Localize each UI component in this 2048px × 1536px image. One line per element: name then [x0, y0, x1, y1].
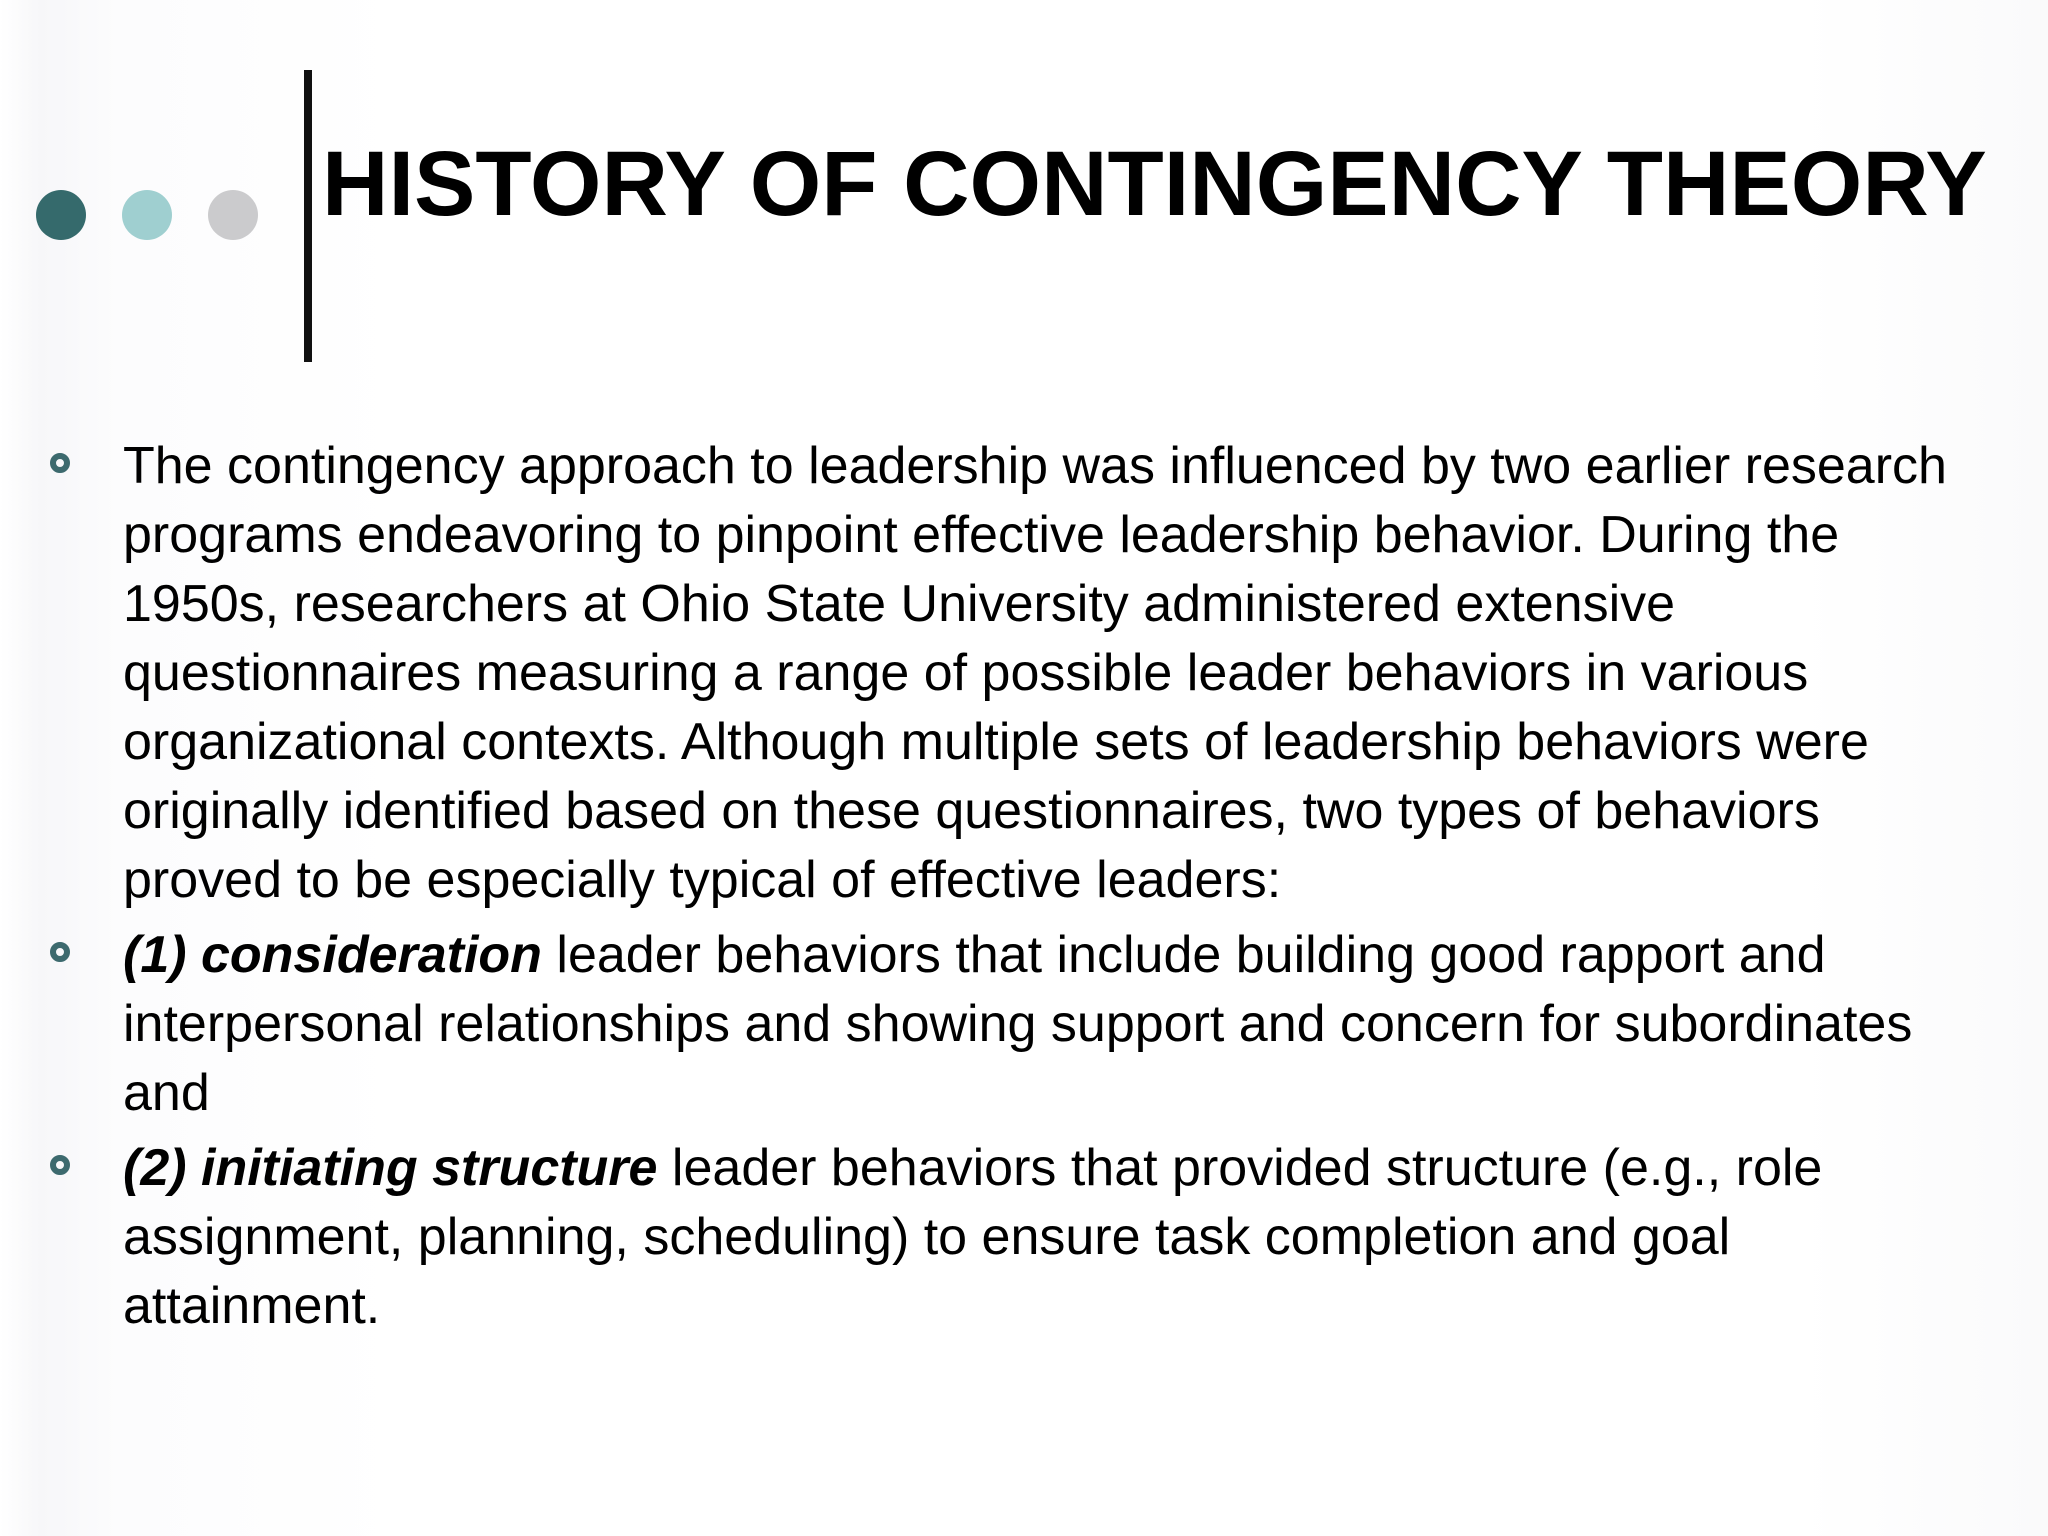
bullet-circle-icon [50, 942, 70, 962]
decorative-dots [0, 0, 300, 300]
bullet-circle-icon [50, 453, 70, 473]
bullet-term: (1) consideration [123, 926, 542, 984]
gray-dot [208, 190, 258, 240]
slide-title: HISTORY OF CONTINGENCY THEORY [322, 133, 1987, 235]
bullet-body: leader behaviors that include building good rapport and interpersonal relationships and showing support and concern for subordinates and [123, 926, 1913, 1122]
bullet-circle-icon [50, 1155, 70, 1175]
bullet-term: (2) initiating structure [123, 1139, 658, 1197]
bullet-item-consideration [0, 921, 2048, 1128]
bullet-text [123, 1134, 1948, 1341]
bullet-text [123, 921, 1948, 1128]
bullet-body: The contingency approach to leadership was influenced by two earlier research programs endeavoring to pinpoint effective leadership behavior. During the 1950s, researchers at Ohio State University administered extensive questionnaires measuring a range of possible leader behaviors in various organizational contexts. Although multiple sets of leadership behaviors were originally identified based on these questionnaires, two types of behaviors proved to be especially typical of effective leaders: [123, 437, 1947, 909]
bullet-text [123, 432, 1948, 915]
bullet-body: leader behaviors that provided structure (e.g., role assignment, planning, scheduling) to ensure task completion and goal attainment. [123, 1139, 1823, 1335]
bullet-item-intro [0, 432, 2048, 915]
bullet-list [0, 432, 2048, 1347]
dark-teal-dot [36, 190, 86, 240]
light-teal-dot [122, 190, 172, 240]
title-divider-bar [304, 70, 312, 362]
bullet-item-initiating-structure [0, 1134, 2048, 1341]
